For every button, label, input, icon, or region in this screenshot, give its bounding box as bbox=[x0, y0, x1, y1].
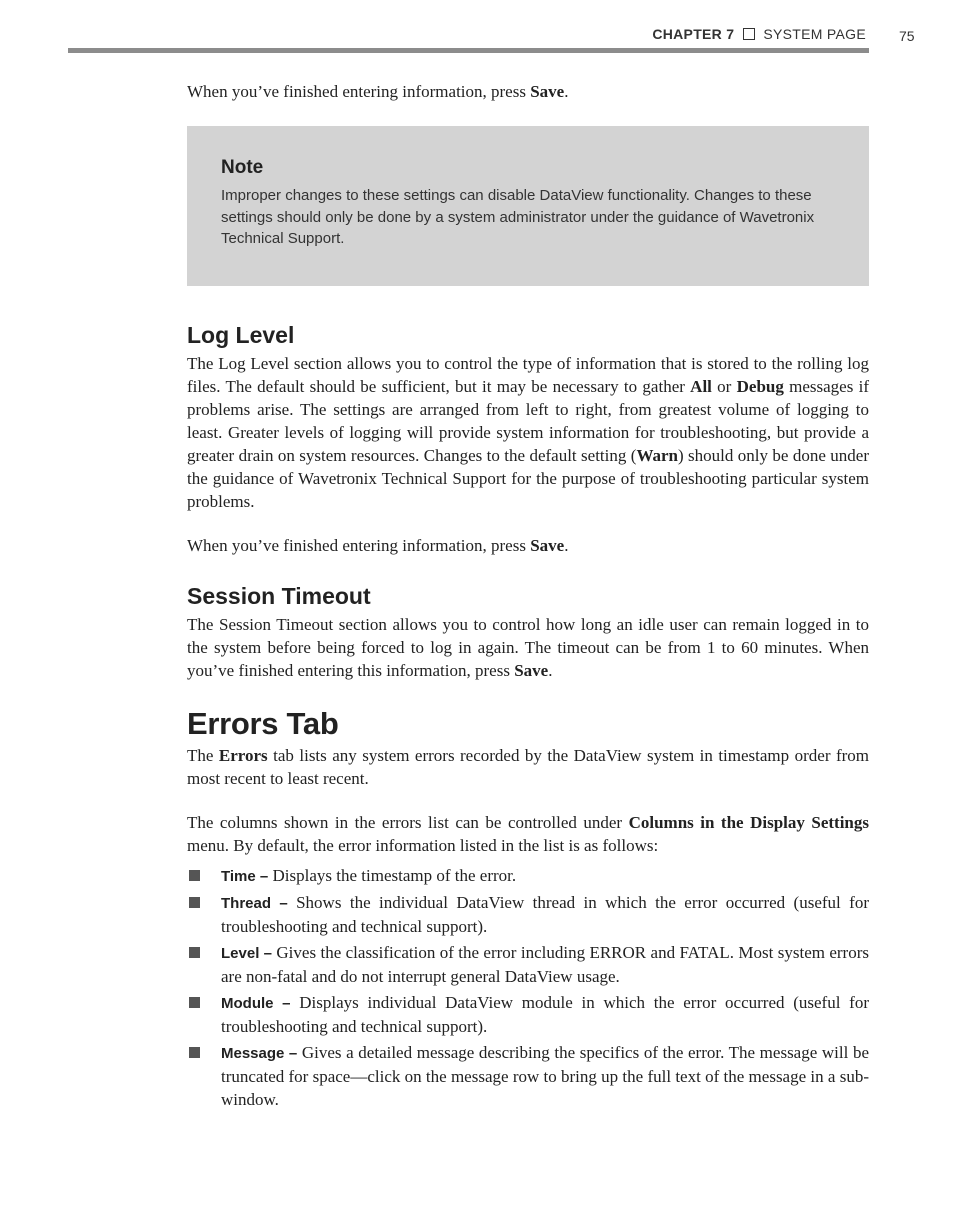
list-item-term: Level – bbox=[221, 945, 273, 962]
errors-text-1: The bbox=[187, 746, 219, 765]
errors-tab-paragraph-1 bbox=[187, 744, 869, 790]
list-item-text: Shows the individual DataView thread in which the error occurred (useful for troubleshooting and technical support). bbox=[221, 893, 869, 936]
list-item-text: Displays the timestamp of the error. bbox=[268, 866, 517, 885]
bullet-square-icon bbox=[189, 947, 200, 958]
log-level-save-text: When you’ve finished entering information, press bbox=[187, 536, 531, 555]
session-timeout-save-term: Save bbox=[514, 661, 549, 680]
columns-display-settings-term: Columns in the Display Settings bbox=[628, 813, 869, 832]
list-item-term: Message – bbox=[221, 1045, 298, 1062]
session-timeout-text: The Session Timeout section allows you to control how long an idle user can remain logged in to the system before being forced to log in again. The timeout can be from 1 to 60 minutes. When you’ve finished entering this information, press bbox=[187, 615, 869, 680]
page-number-wrap bbox=[899, 28, 915, 44]
log-level-paragraph bbox=[187, 352, 869, 513]
errors-term: Errors bbox=[218, 746, 268, 765]
log-level-heading: Log Level bbox=[187, 322, 295, 348]
bullet-square-icon bbox=[189, 870, 200, 881]
errors-tab-heading: Errors Tab bbox=[187, 706, 339, 741]
log-level-all-term: All bbox=[690, 377, 712, 396]
errors-tab-paragraph-2 bbox=[187, 811, 869, 857]
bullet-square-icon bbox=[189, 1047, 200, 1058]
session-timeout-paragraph bbox=[187, 613, 869, 682]
header-rule bbox=[68, 48, 869, 53]
list-item-time bbox=[187, 864, 869, 888]
section-label: SYSTEM PAGE bbox=[763, 26, 866, 42]
errors-text-2: The columns shown in the errors list can be controlled under bbox=[187, 813, 629, 832]
list-item-text: Displays individual DataView module in which the error occurred (useful for troubleshooting and technical support). bbox=[221, 993, 869, 1036]
bullet-square-icon bbox=[189, 997, 200, 1008]
log-level-text-2: or bbox=[711, 377, 737, 396]
log-level-warn-term: Warn bbox=[636, 446, 678, 465]
running-header bbox=[68, 24, 869, 48]
log-level-save-paragraph bbox=[187, 534, 869, 557]
chapter-label: CHAPTER 7 bbox=[652, 26, 735, 42]
page-number: 75 bbox=[899, 28, 915, 44]
list-item-thread bbox=[187, 891, 869, 938]
list-item-module bbox=[187, 991, 869, 1038]
errors-text-2-end: menu. By default, the error information listed in the list is as follows: bbox=[187, 836, 659, 855]
log-level-save-term: Save bbox=[530, 536, 565, 555]
list-item-term: Module – bbox=[221, 995, 291, 1012]
save-term: Save bbox=[530, 82, 565, 101]
session-timeout-heading: Session Timeout bbox=[187, 583, 371, 609]
error-columns-list bbox=[187, 864, 869, 1111]
log-level-text-3: messages if problems arise. The settings are arranged from left to right, from greatest volume of logging to least. Greater levels of logging will provide system information for troubleshooting, but provide a greater drain on system resources. Changes to the default setting ( bbox=[187, 377, 869, 465]
list-item-term: Time – bbox=[221, 868, 269, 885]
page-content bbox=[187, 80, 869, 1114]
list-item-text: Gives the classification of the error including ERROR and FATAL. Most system errors are non-fatal and do not interrupt general DataView usage. bbox=[221, 943, 869, 986]
log-level-save-end: . bbox=[564, 536, 569, 555]
list-item-message bbox=[187, 1041, 869, 1111]
running-head bbox=[652, 26, 866, 42]
note-body: Improper changes to these settings can disable DataView functionality. Changes to these settings should only be done by a system administrator under the guidance of Wavetronix Technical Support. bbox=[221, 187, 815, 247]
list-item-text: Gives a detailed message describing the specifics of the error. The message will be truncated for space—click on the message row to bring up the full text of the message in a sub-window. bbox=[221, 1043, 869, 1109]
session-timeout-text-end: . bbox=[548, 661, 553, 680]
list-item-term: Thread – bbox=[221, 895, 288, 912]
list-item-level bbox=[187, 941, 869, 988]
intro-text: When you’ve finished entering information, press bbox=[187, 82, 531, 101]
log-level-text-4: ) should only be done under the guidance of Wavetronix Technical Support for the purpose of troubleshooting particular system problems. bbox=[187, 446, 869, 511]
log-level-text-1: The Log Level section allows you to control the type of information that is stored to the rolling log files. The default should be sufficient, but it may be necessary to gather bbox=[187, 354, 869, 396]
intro-text-end: . bbox=[564, 82, 569, 101]
errors-text-1-end: tab lists any system errors recorded by the DataView system in timestamp order from most recent to least recent. bbox=[187, 746, 869, 788]
note-title: Note bbox=[221, 157, 264, 178]
bullet-square-icon bbox=[189, 897, 200, 908]
note-box bbox=[187, 126, 869, 286]
intro-paragraph bbox=[187, 80, 869, 103]
separator-box-icon bbox=[743, 28, 755, 40]
log-level-debug-term: Debug bbox=[736, 377, 784, 396]
